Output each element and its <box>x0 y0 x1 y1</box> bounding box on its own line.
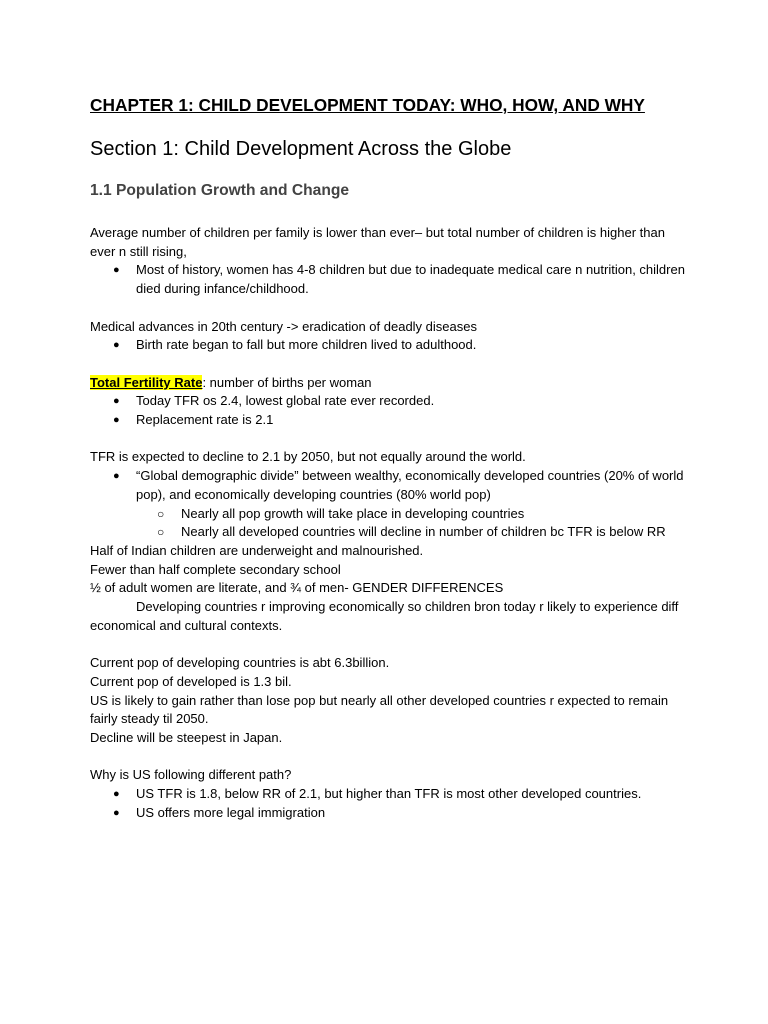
list-item-text: Birth rate began to fall but more children lived to adulthood. <box>136 337 477 353</box>
bullet-list-demographic-divide <box>90 467 690 504</box>
highlighted-term-tfr: Total Fertility Rate <box>90 374 203 390</box>
paragraph-tfr-definition <box>90 374 690 393</box>
paragraph-medical-advances: Medical advances in 20th century -> eradication of deadly diseases <box>90 318 477 334</box>
sub-list-item-text: Nearly all developed countries will decline in number of children bc TFR is below RR <box>181 524 666 540</box>
sub-list-item-text: Nearly all pop growth will take place in developing countries <box>181 505 525 521</box>
bullet-list-us-path <box>90 785 690 822</box>
list-item-text: Replacement rate is 2.1 <box>136 412 274 427</box>
section-title: Section 1: Child Development Across the Globe <box>90 138 512 160</box>
hollow-bullet-icon: ○ <box>157 506 165 521</box>
list-item-text: US offers more legal immigration <box>136 804 326 820</box>
bullet-list-tfr <box>90 392 690 429</box>
paragraph-us-question: Why is US following different path? <box>90 767 292 783</box>
list-item <box>90 467 690 504</box>
sub-bullet-list-growth <box>90 505 690 542</box>
bullet-list-birth-rate <box>90 336 690 355</box>
line-developed-pop: Current pop of developed is 1.3 bil. <box>90 673 292 689</box>
list-item-text: Today TFR os 2.4, lowest global rate ever recorded. <box>136 393 435 409</box>
bullet-icon: ● <box>113 414 120 426</box>
sub-list-item <box>90 505 690 524</box>
line-japan-decline: Decline will be steepest in Japan. <box>90 729 283 745</box>
line-gender-differences: ½ of adult women are literate, and ¾ of men- GENDER DIFFERENCES <box>90 580 504 596</box>
hollow-bullet-icon: ○ <box>157 525 165 540</box>
bullet-icon: ● <box>113 788 120 801</box>
list-item <box>90 411 690 430</box>
bullet-icon: ● <box>113 395 120 408</box>
list-item-text: “Global demographic divide” between wealthy, economically developed countries (20% of world pop), and economically developing countries (80% world pop) <box>136 468 684 502</box>
bullet-icon: ● <box>113 470 120 483</box>
list-item <box>90 336 690 355</box>
line-developing-pop: Current pop of developing countries is abt 6.3billion. <box>90 655 390 671</box>
subsection-title: 1.1 Population Growth and Change <box>90 182 350 199</box>
list-item-text: US TFR is 1.8, below RR of 2.1, but higher than TFR is most other developed countries. <box>136 786 642 802</box>
paragraph-developing-countries: Developing countries r improving economically so children bron today r likely to experience diff economical and cultural contexts. <box>90 599 679 633</box>
paragraph-tfr-decline: TFR is expected to decline to 2.1 by 2050, but not equally around the world. <box>90 449 526 465</box>
line-secondary-school: Fewer than half complete secondary school <box>90 561 341 577</box>
bullet-icon: ● <box>113 339 120 352</box>
bullet-list-history <box>90 261 690 298</box>
list-item-text: Most of history, women has 4-8 children but due to inadequate medical care n nutrition, children died during infance/childhood. <box>136 262 685 297</box>
tfr-definition-text: : number of births per woman <box>202 374 372 390</box>
document-body <box>90 201 690 822</box>
line-india-underweight: Half of Indian children are underweight and malnourished. <box>90 542 424 558</box>
line-us-gain-pop: US is likely to gain rather than lose pop but nearly all other developed countries r expected to remain fairly steady til 2050. <box>90 692 669 727</box>
chapter-title: CHAPTER 1: CHILD DEVELOPMENT TODAY: WHO, HOW, AND WHY <box>90 95 645 115</box>
document-content <box>90 94 690 822</box>
sub-list-item <box>90 523 690 542</box>
list-item <box>90 261 690 298</box>
list-item <box>90 785 690 804</box>
bullet-icon: ● <box>113 264 120 277</box>
bullet-icon: ● <box>113 806 120 819</box>
list-item <box>90 804 690 823</box>
list-item <box>90 392 690 411</box>
paragraph-children-per-family: Average number of children per family is lower than ever– but total number of children is higher than ever n still rising, <box>90 225 665 259</box>
